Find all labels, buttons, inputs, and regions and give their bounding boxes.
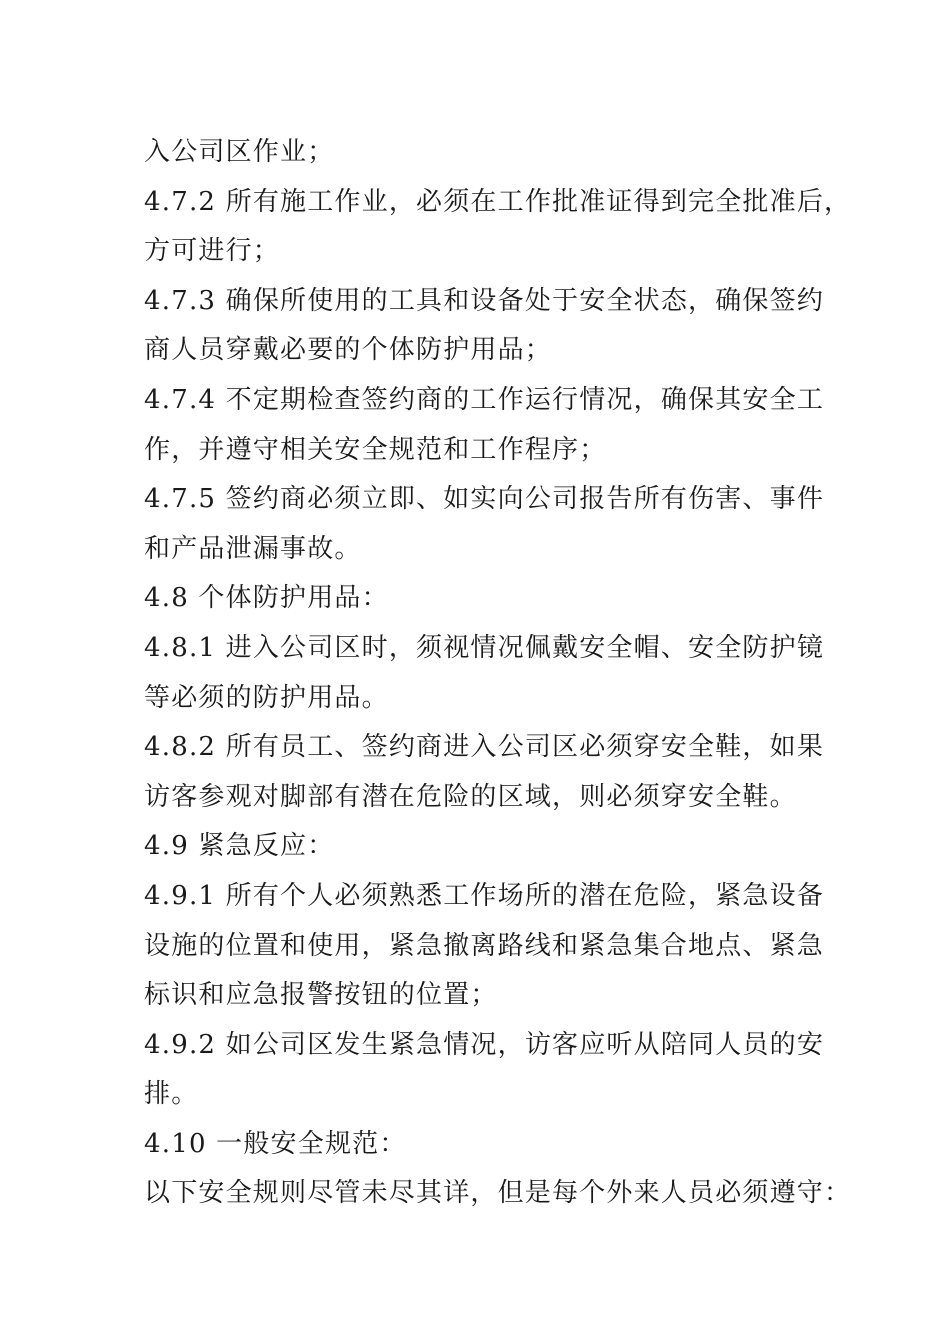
body-text bbox=[144, 128, 852, 1219]
text-line: 4.9.1 所有个人必须熟悉工作场所的潜在危险，紧急设备 bbox=[144, 880, 825, 911]
text-line: 4.7.5 签约商必须立即、如实向公司报告所有伤害、事件 bbox=[144, 484, 825, 515]
text-line: 标识和应急报警按钮的位置； bbox=[144, 980, 498, 1011]
text-line: 4.8.1 进入公司区时，须视情况佩戴安全帽、安全防护镜 bbox=[144, 632, 825, 663]
text-line: 和产品泄漏事故。 bbox=[144, 533, 362, 564]
text-line: 4.9.2 如公司区发生紧急情况，访客应听从陪同人员的安 bbox=[144, 1029, 825, 1060]
text-line: 方可进行； bbox=[144, 236, 281, 267]
text-line: 入公司区作业； bbox=[144, 137, 335, 167]
text-line: 以下安全规则尽管未尽其详，但是每个外来人员必须遵守： bbox=[144, 1178, 852, 1209]
text-line: 4.7.4 不定期检查签约商的工作运行情况，确保其安全工 bbox=[144, 384, 825, 415]
text-line: 作，并遵守相关安全规范和工作程序； bbox=[144, 434, 607, 465]
text-line: 4.8.2 所有员工、签约商进入公司区必须穿安全鞋，如果 bbox=[144, 732, 825, 763]
text-line: 4.7.3 确保所使用的工具和设备处于安全状态，确保签约 bbox=[144, 285, 825, 316]
text-line: 设施的位置和使用，紧急撤离路线和紧急集合地点、紧急 bbox=[144, 930, 825, 961]
text-line: 4.7.2 所有施工作业，必须在工作批准证得到完全批准后， bbox=[144, 186, 852, 217]
text-line: 访客参观对脚部有潜在危险的区域，则必须穿安全鞋。 bbox=[144, 781, 797, 812]
text-line: 等必须的防护用品。 bbox=[144, 682, 389, 713]
section-heading: 4.8 个体防护用品： bbox=[144, 583, 389, 614]
text-line: 排。 bbox=[144, 1079, 199, 1110]
section-heading: 4.10 一般安全规范： bbox=[144, 1128, 407, 1159]
section-heading: 4.9 紧急反应： bbox=[144, 831, 335, 862]
text-line: 商人员穿戴必要的个体防护用品； bbox=[144, 335, 553, 366]
